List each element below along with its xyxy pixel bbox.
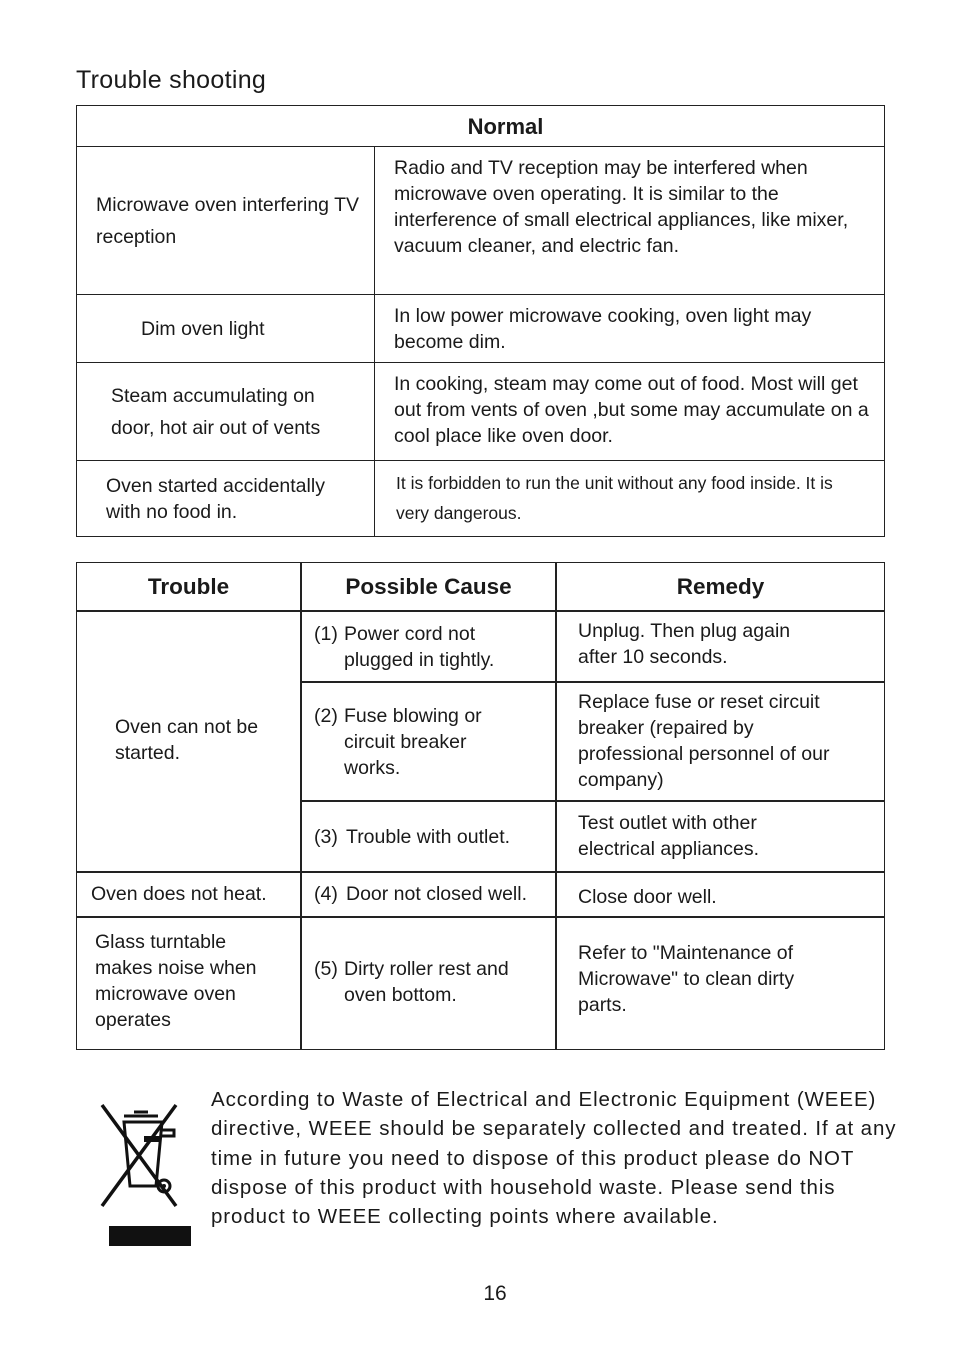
row-divider [300,800,884,802]
cause-number: (3) [314,826,338,848]
normal-explanation: Radio and TV reception may be interfered when microwave oven operating. It is similar to the interference of small electrical appliances, like mixer, vacuum cleaner, and electric fan. [394,157,849,257]
cause-number: (2) [314,705,338,727]
trouble-remedy-table [76,562,885,1050]
normal-explanation: In cooking, steam may come out of food. Most will get out from vents of oven ,but some may accumulate on a cool place like oven door. [394,373,869,447]
normal-row [77,461,884,536]
row-divider [300,681,884,683]
cause-number: (1) [314,623,338,645]
remedy-cell: Refer to "Maintenance of Microwave" to clean dirty parts. [578,942,795,1016]
page-title: Trouble shooting [76,66,267,94]
cause-number: (4) [314,883,338,905]
remedy-cell: Close door well. [578,886,717,908]
cause-cell [314,703,514,781]
weee-black-bar [109,1226,191,1246]
trouble-cell: Oven can not be started. [115,716,259,764]
cause-text: Door not closed well. [346,883,528,905]
cause-text: Fuse blowing or circuit breaker works. [344,705,482,779]
weee-notice: According to Waste of Electrical and Electronic Equipment (WEEE) directive, WEEE should be separately collected and treated. If at any time in future you need to dispose of this product please do NOT dispose of this product with household waste. Please send this product to WEEE collecting points where available. [211,1088,897,1229]
cause-cell [314,824,549,850]
column-divider [555,563,557,1049]
cause-number: (5) [314,958,338,980]
normal-explanation: In low power microwave cooking, oven light may become dim. [394,305,812,353]
normal-table-header: Normal [77,106,884,147]
remedy-cell: Replace fuse or reset circuit breaker (repaired by professional personnel of our company) [578,691,830,791]
header-remedy: Remedy [676,574,765,599]
header-trouble: Trouble [147,574,230,599]
crossed-out-wheelie-bin-icon [98,1100,180,1208]
cause-text: Dirty roller rest and oven bottom. [344,958,509,1006]
normal-behaviors-table [76,105,885,537]
normal-condition: Steam accumulating on door, hot air out of vents [77,363,375,460]
normal-row [77,363,884,461]
column-divider [300,563,302,1049]
cause-text: Power cord not plugged in tightly. [344,623,495,671]
header-possible-cause: Possible Cause [345,574,512,599]
cause-cell [314,881,554,907]
normal-condition: Microwave oven interfering TV reception [77,147,375,294]
trouble-cell: Glass turntable makes noise when microwave oven operates [95,931,257,1031]
normal-condition: Dim oven light [77,295,375,362]
normal-condition: Oven started accidentally with no food in. [77,461,375,536]
cause-cell [314,956,544,1008]
remedy-cell: Unplug. Then plug again after 10 seconds. [578,620,791,668]
trouble-cell: Oven does not heat. [91,883,267,905]
normal-explanation: It is forbidden to run the unit without any food inside. It is very dangerous. [396,473,833,523]
cause-cell [314,621,539,673]
normal-row [77,295,884,363]
row-divider [77,916,884,918]
cause-text: Trouble with outlet. [346,826,511,848]
page-number: 16 [483,1282,507,1305]
remedy-cell: Test outlet with other electrical appliances. [578,812,760,860]
normal-row [77,147,884,295]
row-divider [77,871,884,873]
